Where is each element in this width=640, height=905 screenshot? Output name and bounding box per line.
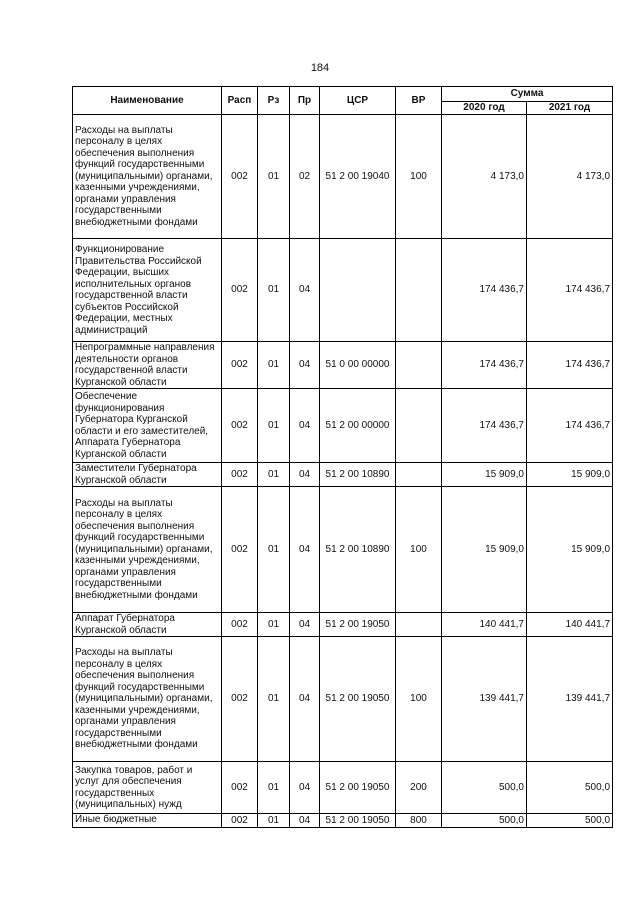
row-vr [396, 389, 442, 463]
row-rz: 01 [258, 115, 290, 239]
row-rz: 01 [258, 487, 290, 613]
row-csr: 51 2 00 19050 [320, 613, 396, 637]
row-sum-2021: 174 436,7 [527, 239, 613, 342]
row-csr: 51 2 00 19050 [320, 814, 396, 828]
row-name: Расходы на выплаты персоналу в целях обеспечения выполнения функций государственными (муниципальными) органами, казенными учреждениями, органами управления государственными внебюджетными фондами [73, 115, 222, 239]
row-csr: 51 2 00 00000 [320, 389, 396, 463]
row-vr [396, 463, 442, 487]
row-name: Аппарат Губернатора Курганской области [73, 613, 222, 637]
page-number: 184 [310, 62, 330, 74]
row-vr [396, 342, 442, 389]
row-rasp: 002 [222, 487, 258, 613]
row-rasp: 002 [222, 342, 258, 389]
row-name: Заместители Губернатора Курганской области [73, 463, 222, 487]
table-row [73, 342, 613, 389]
row-sum-2021: 4 173,0 [527, 115, 613, 239]
row-pr: 04 [290, 487, 320, 613]
row-sum-2021: 140 441,7 [527, 613, 613, 637]
table-row [73, 389, 613, 463]
row-sum-2021: 500,0 [527, 762, 613, 814]
row-rasp: 002 [222, 463, 258, 487]
row-csr: 51 2 00 19040 [320, 115, 396, 239]
row-csr: 51 2 00 19050 [320, 637, 396, 762]
row-sum-2020: 4 173,0 [442, 115, 527, 239]
row-vr: 100 [396, 115, 442, 239]
row-rasp: 002 [222, 814, 258, 828]
header-rasp: Расп [222, 87, 258, 115]
row-rasp: 002 [222, 637, 258, 762]
row-vr: 200 [396, 762, 442, 814]
row-name: Расходы на выплаты персоналу в целях обеспечения выполнения функций государственными (муниципальными) органами, казенными учреждениями, органами управления государственными внебюджетными фондами [73, 487, 222, 613]
table-row [73, 463, 613, 487]
header-name: Наименование [73, 87, 222, 115]
row-rasp: 002 [222, 762, 258, 814]
row-sum-2020: 500,0 [442, 814, 527, 828]
row-pr: 04 [290, 637, 320, 762]
row-rz: 01 [258, 342, 290, 389]
row-name: Закупка товаров, работ и услуг для обеспечения государственных (муниципальных) нужд [73, 762, 222, 814]
header-pr: Пр [290, 87, 320, 115]
header-sum: Сумма [442, 87, 613, 102]
row-sum-2021: 15 909,0 [527, 487, 613, 613]
table-row [73, 487, 613, 613]
row-csr: 51 0 00 00000 [320, 342, 396, 389]
row-name: Расходы на выплаты персоналу в целях обеспечения выполнения функций государственными (муниципальными) органами, казенными учреждениями, органами управления государственными внебюджетными фондами [73, 637, 222, 762]
budget-table [72, 86, 613, 828]
row-sum-2020: 174 436,7 [442, 239, 527, 342]
row-csr: 51 2 00 10890 [320, 463, 396, 487]
header-csr: ЦСР [320, 87, 396, 115]
row-name: Функционирование Правительства Российской Федерации, высших исполнительных органов государственной власти субъектов Российской Федерации, местных администраций [73, 239, 222, 342]
row-csr: 51 2 00 19050 [320, 762, 396, 814]
row-csr [320, 239, 396, 342]
row-vr [396, 613, 442, 637]
row-rz: 01 [258, 762, 290, 814]
row-name: Обеспечение функционирования Губернатора Курганской области и его заместителей, Аппарата Губернатора Курганской области [73, 389, 222, 463]
header-year-2021: 2021 год [527, 102, 613, 115]
row-rasp: 002 [222, 115, 258, 239]
table-row [73, 613, 613, 637]
header-rz: Рз [258, 87, 290, 115]
header-vr: ВР [396, 87, 442, 115]
row-pr: 04 [290, 463, 320, 487]
row-rz: 01 [258, 814, 290, 828]
row-sum-2021: 139 441,7 [527, 637, 613, 762]
row-rasp: 002 [222, 239, 258, 342]
row-rasp: 002 [222, 389, 258, 463]
table-row [73, 637, 613, 762]
row-sum-2021: 500,0 [527, 814, 613, 828]
row-name: Иные бюджетные [73, 814, 222, 828]
row-pr: 04 [290, 389, 320, 463]
row-vr: 800 [396, 814, 442, 828]
row-rz: 01 [258, 463, 290, 487]
row-sum-2021: 174 436,7 [527, 342, 613, 389]
row-rasp: 002 [222, 613, 258, 637]
row-vr [396, 239, 442, 342]
row-rz: 01 [258, 239, 290, 342]
row-sum-2020: 15 909,0 [442, 487, 527, 613]
header-year-2020: 2020 год [442, 102, 527, 115]
row-sum-2020: 140 441,7 [442, 613, 527, 637]
table-row [73, 762, 613, 814]
row-pr: 04 [290, 613, 320, 637]
row-sum-2020: 174 436,7 [442, 342, 527, 389]
row-sum-2021: 174 436,7 [527, 389, 613, 463]
row-sum-2020: 15 909,0 [442, 463, 527, 487]
row-sum-2020: 139 441,7 [442, 637, 527, 762]
row-pr: 04 [290, 239, 320, 342]
row-rz: 01 [258, 389, 290, 463]
row-sum-2020: 500,0 [442, 762, 527, 814]
row-vr: 100 [396, 487, 442, 613]
table-row [73, 814, 613, 828]
row-csr: 51 2 00 10890 [320, 487, 396, 613]
row-vr: 100 [396, 637, 442, 762]
table-row [73, 239, 613, 342]
row-name: Непрограммные направления деятельности органов государственной власти Курганской области [73, 342, 222, 389]
table-body [73, 115, 613, 828]
table-header [73, 87, 613, 115]
row-rz: 01 [258, 613, 290, 637]
row-sum-2020: 174 436,7 [442, 389, 527, 463]
row-sum-2021: 15 909,0 [527, 463, 613, 487]
row-pr: 04 [290, 342, 320, 389]
row-pr: 02 [290, 115, 320, 239]
row-pr: 04 [290, 814, 320, 828]
row-rz: 01 [258, 637, 290, 762]
row-pr: 04 [290, 762, 320, 814]
table-row [73, 115, 613, 239]
